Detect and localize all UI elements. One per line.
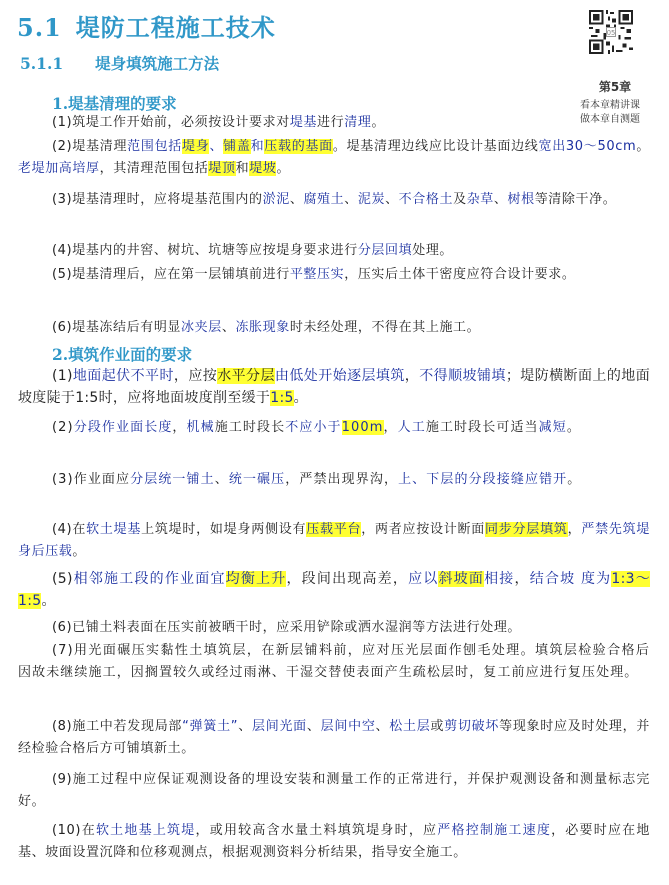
paragraph [18,617,650,639]
emphasis-text: 范围包括 [127,139,183,154]
body-text: 。 [636,139,650,154]
emphasis-text: 冰夹层 [181,320,222,335]
body-text: ，严禁出现界沟， [285,472,399,487]
paragraph [18,640,650,684]
emphasis-text: 地面起伏不平时 [72,368,174,384]
body-text: ，压实后土体干密度应符合设计要求。 [344,267,576,282]
qr-badge: 05 [606,28,616,37]
body-text: ，其清理范围包括 [99,161,209,176]
body-text: (4)在 [52,522,87,537]
emphasis-text: 机械 [186,420,215,435]
emphasis-text: 结合坡 度为 [529,571,612,587]
emphasis-text: 松土层 [389,719,431,734]
paragraph [18,519,650,563]
paragraph [18,417,650,439]
emphasis-text: 相邻施工段的作业面宜 [72,571,226,587]
emphasis-text: 软土地基上筑堤 [95,823,196,838]
emphasis-text: 层间中空 [320,719,376,734]
body-text: 及 [453,192,467,207]
body-text: (3)堤基清理时，应将堤基范围内的 [52,192,263,207]
qr-caption-lecture: 看本章精讲课 [580,100,640,111]
body-text: (2)堤基清理 [52,139,128,154]
emphasis-text: 水平分层 [217,368,275,384]
body-text: ，段间出现高差， [286,571,409,587]
body-text: 、 [221,320,236,335]
body-text: ，应按 [173,368,218,384]
body-text: 、 [214,472,229,487]
emphasis-text: 泥炭 [357,192,386,207]
emphasis-text: 100m [341,420,384,435]
body-text: (6)已铺土料表面在压实前被晒干时，应采用铲除或洒水湿润等方法进行处理。 [52,620,522,635]
emphasis-text: 严格控制施工速度 [437,823,552,838]
body-text: 。 [41,593,56,609]
paragraph [18,469,650,491]
emphasis-text: 堤基 [289,115,318,130]
body-text: (6)堤基冻结后有明显 [52,320,182,335]
paragraph [18,264,650,286]
emphasis-text: 同步分层填筑 [485,522,568,537]
emphasis-text: 、 [209,139,224,154]
body-text: (7)用光面碾压实黏性土填筑层，在新层铺料前，应对压光层面作刨毛处理。填筑层检验合格后因故未继续施工，因搁置较久或经过雨淋、干湿交替使表面产生疏松层时，复工前应进行复压处理。 [18,643,650,680]
body-text: 等清除干净。 [534,192,617,207]
emphasis-text: 分层统一铺土 [130,472,215,487]
body-text: 、 [385,192,399,207]
emphasis-text: 软土堤基 [86,522,142,537]
qr-code-block[interactable] [580,10,642,54]
emphasis-text: 淤泥 [262,192,290,207]
body-text: 。 [293,390,308,406]
body-text: 、 [344,192,358,207]
emphasis-text: 不得顺坡铺填 [419,368,506,384]
paragraph [18,365,650,409]
emphasis-text: 树根 [507,192,535,207]
emphasis-text: 冻胀现象 [235,320,290,335]
emphasis-text: 杂草 [466,192,494,207]
section-heading-2: 2.填筑作业面的要求 [52,345,193,364]
paragraph [18,240,650,262]
emphasis-text: 堤顶 [208,161,236,176]
emphasis-text: 堤身 [182,139,210,154]
emphasis-text: 均衡上升 [225,571,287,587]
body-text: ， [172,420,187,435]
body-text: 、 [289,192,304,207]
body-text: (5)堤基清理后，应在第一层铺填前进行 [52,267,290,282]
emphasis-text: 和 [250,139,265,154]
body-text: ，或用较高含水量土料填筑堤身时，应 [195,823,438,838]
emphasis-text: “弹簧土” [182,719,239,734]
body-text: (3)作业面应 [52,472,131,487]
body-text: (5) [52,571,73,587]
emphasis-text: 层间光面 [252,719,307,734]
subsection-title-text: 堤身填筑施工方法 [95,54,220,73]
body-text: (10)在 [52,823,96,838]
emphasis-text: 相接 [484,571,515,587]
emphasis-text: 严禁先筑堤身后压载 [18,522,650,559]
section-heading-1: 1.堤基清理的要求 [52,94,177,113]
paragraph [18,769,650,813]
emphasis-text: 1:3～1:5 [18,571,650,609]
paragraph [18,820,650,864]
paragraph [18,189,650,211]
body-text: 等现象时应及时处理，并经检验合格后方可铺填新土。 [18,719,650,756]
emphasis-text: 应以 [408,571,439,587]
body-text: 、 [375,719,390,734]
emphasis-text: 清理 [344,115,372,130]
emphasis-text: 的基面 [291,139,333,154]
body-text: ，必要时应在地基、坡面设置沉降和位移观测点，根据观测资料分析结果，指导安全施工。 [18,823,650,860]
emphasis-text: 铺盖 [223,139,251,154]
body-text: (1) [52,368,73,384]
emphasis-text: 老堤加高培厚 [18,161,100,176]
emphasis-text: 剪切破坏 [444,719,500,734]
body-text: ， [383,420,398,435]
body-text: 。 [371,115,386,130]
emphasis-text: 不合格土 [398,192,454,207]
body-text: ；堤防横断面上的地面坡度陡于1:5时，应将地面坡度削至缓于 [18,368,651,406]
subsection-title [20,52,219,74]
emphasis-text: 上、下层的分段接缝应错开 [398,472,568,487]
emphasis-text: 由低处开始逐层填筑 [274,368,405,384]
body-text: (2) [52,420,74,435]
emphasis-text: 分层回填 [357,243,413,258]
emphasis-text: 1:5 [270,390,294,406]
body-text: 或 [430,719,445,734]
paragraph [18,568,650,612]
body-text: 。 [276,161,291,176]
qr-caption-quiz: 做本章自测题 [580,114,640,125]
body-text: 。 [566,420,581,435]
paragraph [18,317,650,339]
section-title-text: 堤防工程施工技术 [75,13,276,42]
body-text: 、 [306,719,321,734]
section-number: 5.1 [17,13,62,42]
paragraph [18,136,650,180]
body-text: ，两者应按设计断面 [361,522,486,537]
emphasis-text: 平整压实 [289,267,345,282]
body-text: 和 [235,161,250,176]
emphasis-text: 统一碾压 [228,472,286,487]
body-text: ， [404,368,420,384]
emphasis-text: 不应小于 [285,420,342,435]
paragraph [18,112,650,134]
body-text: 时未经处理，不得在其上施工。 [289,320,481,335]
body-text: (8)施工中若发现局部 [52,719,183,734]
body-text: (9)施工过程中应保证观测设备的埋设安装和测量工作的正常进行，并保护观测设备和测量标志完好。 [18,772,650,809]
emphasis-text: 压载平台 [306,522,362,537]
paragraph [18,716,650,760]
body-text: (4)堤基内的井窖、树坑、坑塘等应按堤身要求进行 [52,243,358,258]
body-text: (1)筑堤工作开始前，必须按设计要求对 [52,115,290,130]
body-text: 进行 [317,115,345,130]
body-text: 处理。 [412,243,454,258]
chapter-label: 第5章 [598,80,632,94]
emphasis-text: 堤坡 [249,161,277,176]
emphasis-text: 压载 [264,139,292,154]
emphasis-text: 宽出30～50cm [538,139,637,154]
body-text: ， [567,522,582,537]
emphasis-text: 腐殖土 [303,192,345,207]
section-title [17,8,276,43]
body-text: ， [514,571,530,587]
emphasis-text: 减短 [538,420,567,435]
body-text: 。 [72,544,87,559]
emphasis-text: 分段作业面长度 [73,420,173,435]
body-text: 、 [493,192,508,207]
body-text: 、 [238,719,252,734]
body-text: 上筑堤时，如堤身两侧设有 [141,522,307,537]
body-text: 施工时段长可适当 [425,420,539,435]
body-text: 施工时段长 [214,420,286,435]
subsection-number: 5.1.1 [20,54,64,73]
body-text: 。堤基清理边线应比设计基面边线 [332,139,539,154]
emphasis-text: 斜坡面 [438,571,485,587]
emphasis-text: 人工 [397,420,426,435]
body-text: 。 [567,472,582,487]
qr-code-icon[interactable] [589,10,633,54]
